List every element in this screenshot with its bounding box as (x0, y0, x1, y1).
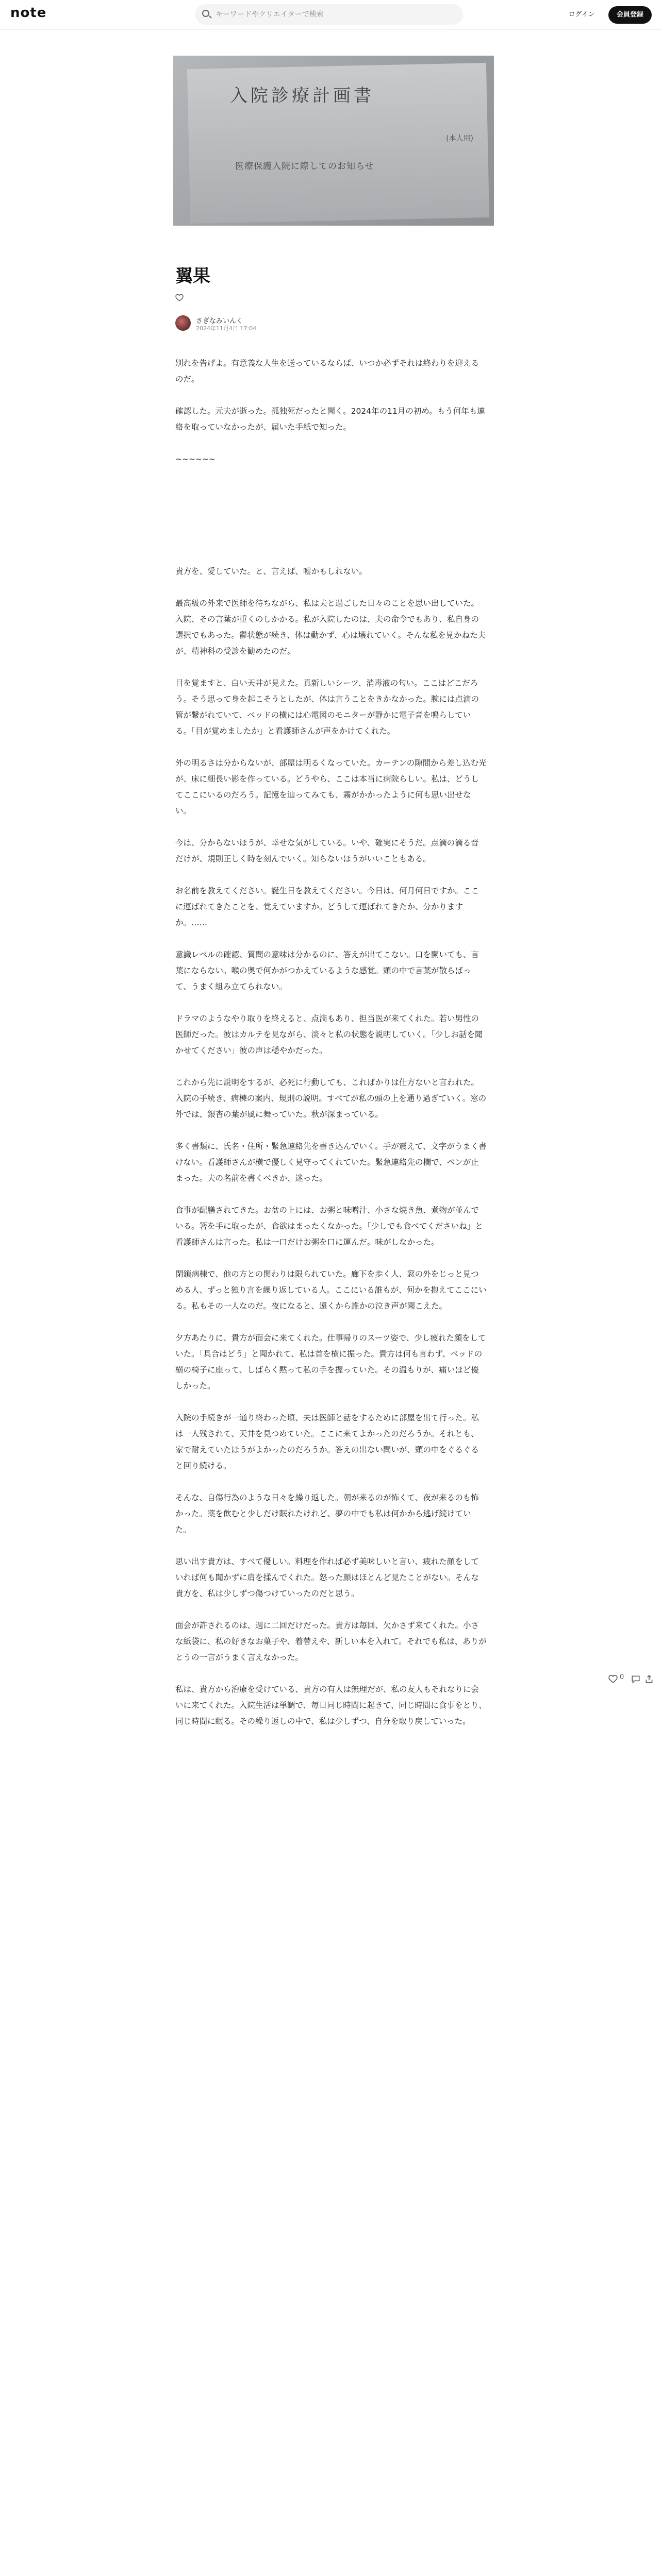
paragraph: 思い出す貴方は、すべて優しい。料理を作れば必ず美味しいと言い、疲れた顔をしていれば何も聞かずに肩を揉んでくれた。怒った顔はほとんど見たことがない。そんな貴方を、私は少しずつ傷つけていったのだと思う。 (175, 1557, 479, 1598)
paragraph: 外の明るさは分からないが、部屋は明るくなっていた。カーテンの隙間から差し込む光が、床に細長い影を作っている。どうやら、ここは本当に病院らしい。私は、どうしてここにいるのだろう。記憶を辿ってみても、霧がかかったように何も思い出せない。 (175, 758, 487, 816)
search-icon (202, 10, 209, 17)
cover-document-side-label: (本人用) (446, 134, 473, 143)
article-title: 翼果 (175, 266, 210, 286)
paragraph: 貴方を、愛していた。と、言えば、嘘かもしれない。 (175, 567, 368, 576)
comment-icon[interactable] (631, 1672, 640, 1686)
paragraph: お名前を教えてください。誕生日を教えてください。今日は、何月何日ですか。ここに運ばれてきたことを、覚えていますか。どうして運ばれてきたか、分かりますか。…… (175, 886, 479, 927)
note-logo[interactable]: note (10, 5, 47, 21)
author-block[interactable] (175, 315, 382, 332)
cover-image (173, 56, 494, 226)
paragraph: 入院の手続きが一通り終わった頃、夫は医師と話をするために部屋を出て行った。私は一人残されて、天井を見つめていた。ここに来てよかったのだろうか。それとも、家で耐えていたほうがよかったのだろうか。答えの出ない問いが、頭の中をぐるぐると回り続ける。 (175, 1413, 479, 1470)
share-icon[interactable] (644, 1672, 654, 1686)
paragraph: 確認した。元夫が逝った。孤独死だったと聞く。2024年の11月の初め。もう何年も連絡を取っていなかったが、届いた手紙で知った。 (175, 406, 485, 432)
section-separator: ~~~~~~ (175, 454, 216, 464)
cover-document-title: 入院診療計画書 (230, 86, 374, 106)
paragraph: 私は、貴方から治療を受けている、貴方の有人は無理だが、私の友人もそれなりに会いに来てくれた。入院生活は単調で、毎日同じ時間に起きて、同じ時間に食事をとり、同じ時間に眠る。その繰り返しの中で、私は少しずつ、自分を取り戻していった。 (175, 1685, 487, 1726)
paragraph: ドラマのようなやり取りを終えると、点滴もあり、担当医が来てくれた。若い男性の医師だった。彼はカルテを見ながら、淡々と私の状態を説明していく。「少しお話を聞かせてください」彼の声は穏やかだった。 (175, 1014, 483, 1055)
paragraph: 意識レベルの確認、質問の意味は分かるのに、答えが出てこない。口を開いても、言葉にならない。喉の奥で何かがつかえているような感覚。頭の中で言葉が散らばって、うまく組み立てられない。 (175, 950, 479, 991)
like-count: 0 (620, 1673, 624, 1681)
paragraph: 面会が許されるのは、週に二回だけだった。貴方は毎回、欠かさず来てくれた。小さな紙袋に、私の好きなお菓子や、着替えや、新しい本を入れて。それでも私は、ありがとうの一言がうまく言えなかった。 (175, 1621, 487, 1662)
article-body (175, 355, 487, 1745)
signup-button[interactable]: 会員登録 (608, 6, 652, 24)
paragraph: 閉鎖病棟で、他の方との関わりは限られていた。廊下を歩く人、窓の外をじっと見つめる人、ずっと独り言を繰り返している人。ここにいる誰もが、何かを抱えてここにいる。私もその一人なのだ。夜になると、遠くから誰かの泣き声が聞こえた。 (175, 1269, 487, 1311)
author-name[interactable]: さぎなみいんく (196, 317, 243, 325)
paragraph: 食事が配膳されてきた。お盆の上には、お粥と味噌汁、小さな焼き魚、煮物が並んでいる。箸を手に取ったが、食欲はまったくなかった。「少しでも食べてくださいね」と看護師さんは言った。私は一口だけお粥を口に運んだ。味がしなかった。 (175, 1206, 483, 1247)
heart-icon[interactable] (175, 294, 184, 302)
avatar[interactable] (175, 315, 191, 331)
paragraph: これから先に説明をするが、必死に行動しても、こればかりは仕方ないと言われた。入院の手続き、病棟の案内、規則の説明。すべてが私の頭の上を通り過ぎていく。窓の外では、銀杏の葉が風に舞っていた。秋が深まっている。 (175, 1078, 487, 1119)
search-bar[interactable] (195, 4, 463, 25)
login-button[interactable]: ログイン (560, 6, 603, 24)
floating-actions (608, 1672, 655, 1686)
paragraph: 最高級の外来で医師を待ちながら、私は夫と過ごした日々のことを思い出していた。入院、その言葉が重くのしかかる。私が入院したのは、夫の命令でもあり、私自身の選択でもあった。鬱状態が続き、体は動かず、心は壊れていく。そんな私を見かねた夫が、精神科の受診を勧めたのだ。 (175, 599, 486, 656)
paragraph: 目を覚ますと、白い天井が見えた。真新しいシーツ、消毒液の匂い。ここはどこだろう。そう思って身を起こそうとしたが、体は言うことをきかなかった。腕には点滴の管が繋がれていて、ベッドの横には心電図のモニターが静かに電子音を鳴らしている。「目が覚めましたか」と看護師さんが声をかけてくれた。 (175, 679, 479, 736)
paragraph: 別れを告げよ。有意義な人生を送っているならば、いつか必ずそれは終わりを迎えるのだ。 (175, 359, 479, 384)
paragraph: そんな、自傷行為のような日々を繰り返した。朝が来るのが怖くて、夜が来るのも怖かった。薬を飲むと少しだけ眠れたけれど、夢の中でも私は何かから逃げ続けていた。 (175, 1493, 479, 1534)
spacer (175, 483, 487, 564)
paragraph: 多く書類に、氏名・住所・緊急連絡先を書き込んでいく。手が震えて、文字がうまく書けない。看護師さんが横で優しく見守ってくれていた。緊急連絡先の欄で、ペンが止まった。夫の名前を書くべきか、迷った。 (175, 1142, 487, 1183)
cover-document-subtitle: 医療保護入院に際してのお知らせ (235, 161, 374, 172)
search-input[interactable] (216, 4, 453, 25)
heart-icon[interactable] (608, 1672, 618, 1686)
site-header (0, 0, 662, 30)
paragraph: 夕方あたりに、貴方が面会に来てくれた。仕事帰りのスーツ姿で、少し疲れた顔をしていた。「具合はどう」と聞かれて、私は首を横に振った。貴方は何も言わず、ベッドの横の椅子に座って、しばらく黙って私の手を握っていた。その温もりが、痛いほど優しかった。 (175, 1333, 486, 1391)
publish-date: 2024年11月4日 17:04 (196, 325, 257, 332)
paragraph: 今は、分からないほうが、幸せな気がしている。いや、確実にそうだ。点滴の滴る音だけが、規則正しく時を刻んでいく。知らないほうがいいこともある。 (175, 838, 479, 863)
